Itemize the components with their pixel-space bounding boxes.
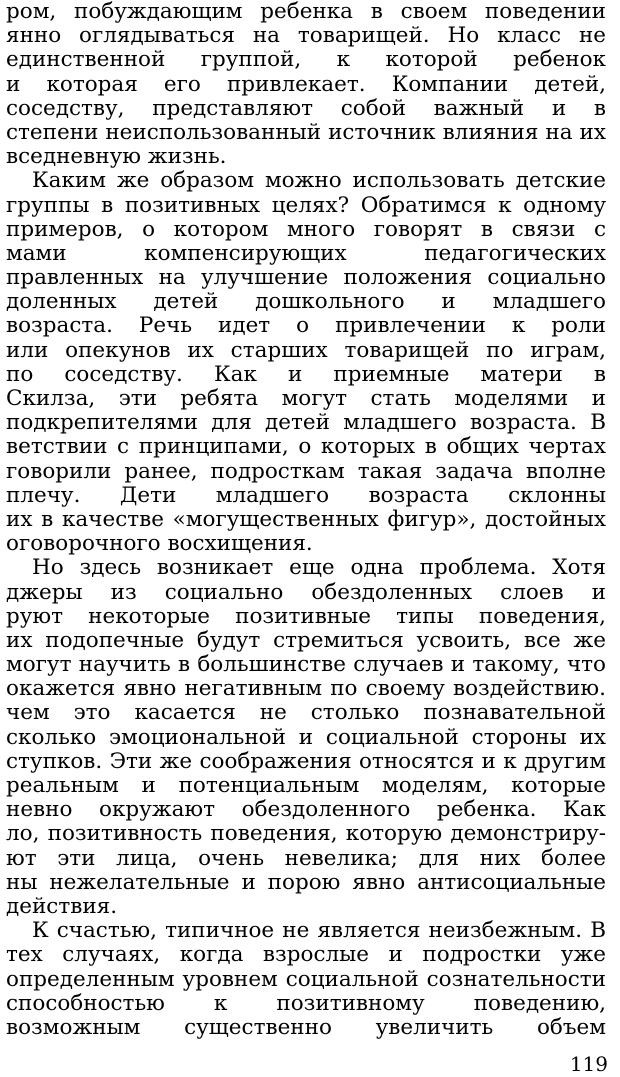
text-line: ступков. Эти же соображения относятся и к другим [6, 749, 606, 774]
text-line: соседству, представляют собой важный и в [6, 96, 606, 121]
text-line: сколько эмоциональной и социальной стороны их [6, 725, 606, 750]
text-line: ветствии с принципами, о которых в общих чертах [6, 435, 606, 460]
text-line: джеры из социально обездоленных слоев и [6, 580, 606, 605]
text-line: невно окружают обездоленного ребенка. Как [6, 798, 606, 823]
text-line: руют некоторые позитивные типы поведения, [6, 604, 606, 629]
text-line: ны нежелательные и порою явно антисоциальные [6, 870, 606, 895]
text-line: группы в позитивных целях? Обратимся к одному [6, 193, 606, 218]
text-line: определенным уровнем социальной сознательности [6, 967, 606, 992]
text-line: единственной группой, к которой ребенок [6, 48, 606, 73]
text-line: янно оглядываться на товарищей. Но класс не [6, 24, 606, 49]
text-line: ют эти лица, очень невелика; для них более [6, 846, 606, 871]
text-line: и которая его привлекает. Компании детей, [6, 72, 606, 97]
text-line: их в качестве «могущественных фигур», достойных [6, 507, 606, 532]
text-line: окажется явно негативным по своему воздействию. [6, 677, 606, 702]
text-line: степени неиспользованный источник влияния на их [6, 120, 606, 145]
text-line: Скилза, эти ребята могут стать моделями и [6, 387, 606, 411]
text-line: говорили ранее, подросткам такая задача вполне [6, 459, 606, 484]
text-line: чем это касается не столько познавательной [6, 701, 606, 726]
text-line: реальным и потенциальным моделям, которые [6, 774, 606, 798]
text-line: вседневную жизнь. [6, 144, 227, 170]
text-line: доленных детей дошкольного и младшего [6, 290, 606, 315]
text-line: Каким же образом можно использовать детские [32, 169, 606, 194]
text-line: их подопечные будут стремиться усвоить, все же [6, 628, 606, 653]
text-line: действия. [6, 893, 118, 919]
text-line: мами компенсирующих педагогических [6, 241, 606, 266]
text-line: возраста. Речь идет о привлечении к роли [6, 314, 606, 339]
text-line: тех случаях, когда взрослые и подростки уже [6, 943, 606, 968]
text-line: способностью к позитивному поведению, [6, 991, 606, 1016]
text-line: подкрепителями для детей младшего возраста. В [6, 411, 606, 436]
text-line: примеров, о котором много говорят в связи с [6, 217, 606, 242]
text-line: ло, позитивность поведения, которую демонстриру- [6, 822, 606, 847]
body-text [6, 0, 606, 1040]
text-line: могут научить в большинстве случаев и такому, что [6, 653, 606, 678]
page-number: 119 [569, 1052, 608, 1076]
text-line: Но здесь возникает еще одна проблема. Хотя [32, 556, 606, 581]
text-line: по соседству. Как и приемные матери в [6, 362, 606, 387]
text-line: правленных на улучшение положения социально [6, 266, 606, 291]
text-line: или опекунов их старших товарищей по играм, [6, 338, 606, 363]
text-line: оговорочного восхищения. [6, 531, 313, 557]
text-line: возможным существенно увеличить объем [6, 1015, 606, 1040]
text-line: плечу. Дети младшего возраста склонны [6, 483, 606, 508]
text-line: К счастью, типичное не является неизбежным. В [32, 919, 606, 944]
text-line: ром, побуждающим ребенка в своем поведении [6, 0, 606, 24]
